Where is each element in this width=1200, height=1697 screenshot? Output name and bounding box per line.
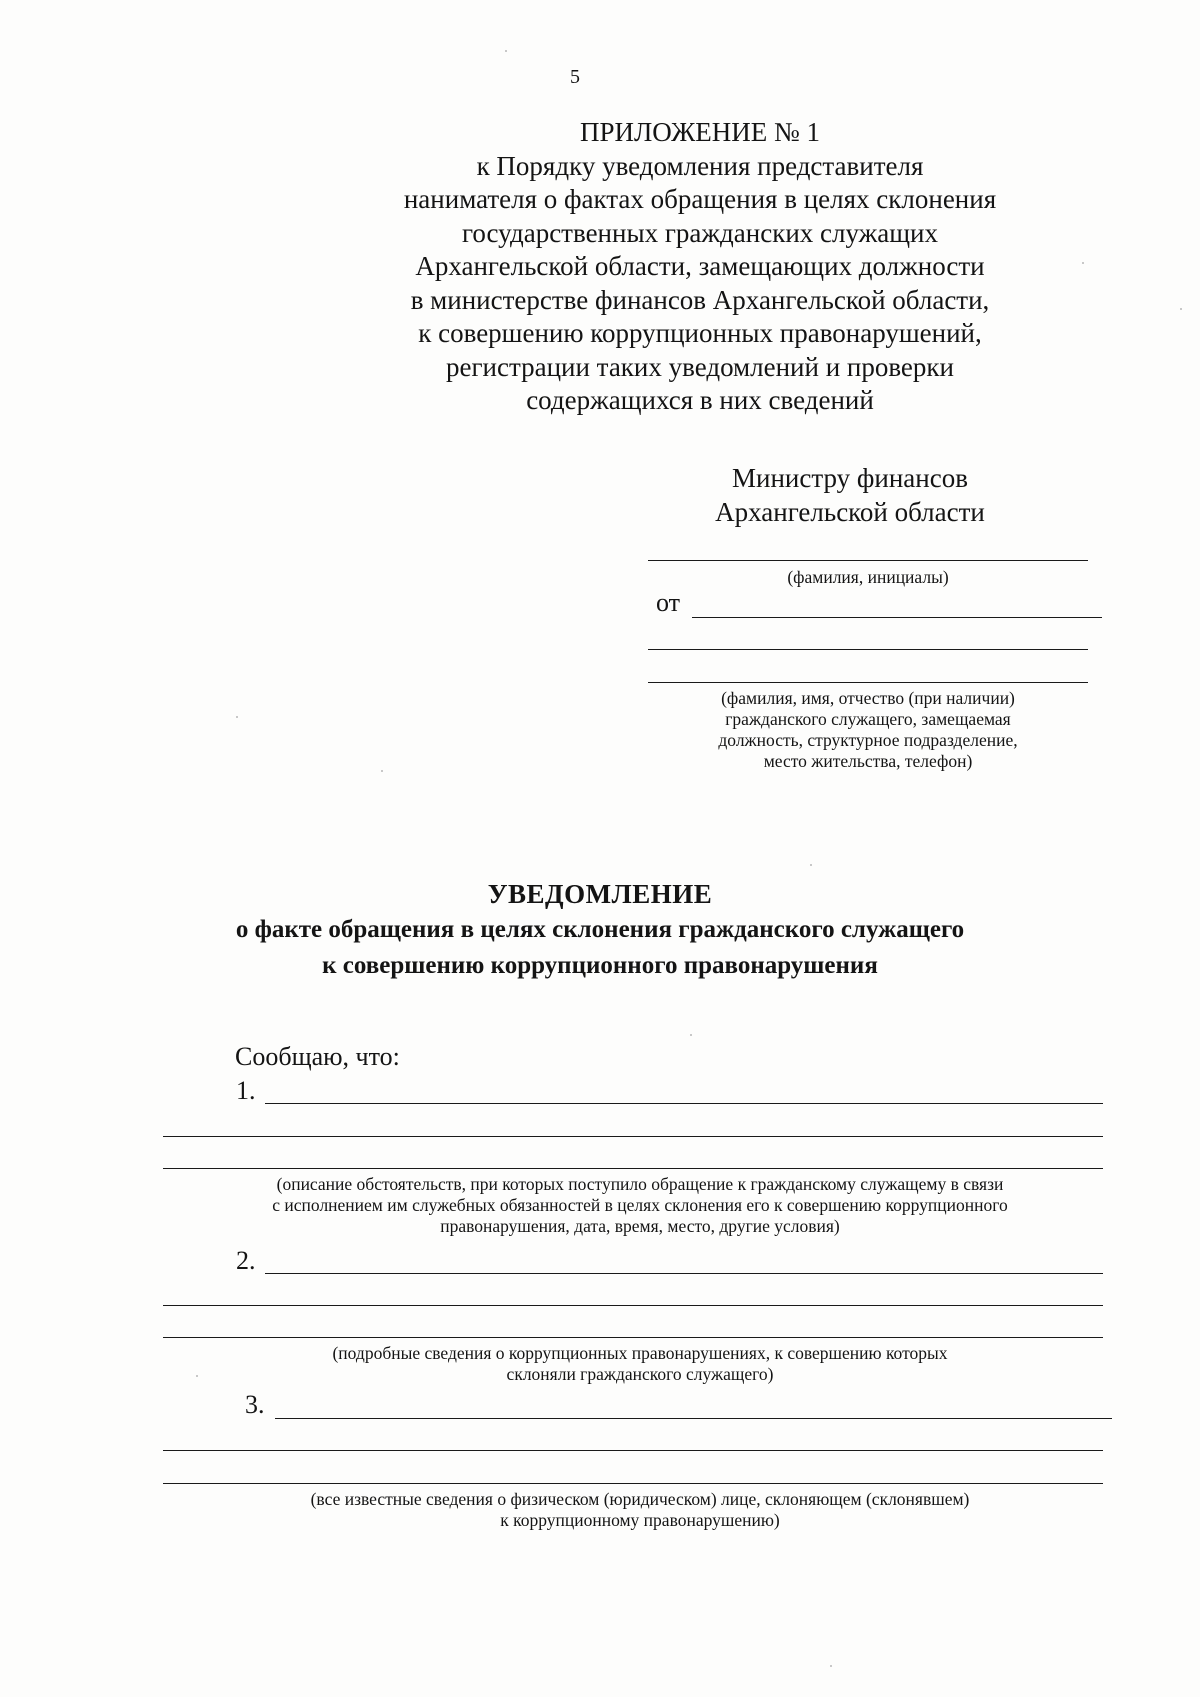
item-caption — [150, 1489, 1130, 1531]
page-number: 5 — [570, 66, 580, 88]
caption-line: (фамилия, имя, отчество (при наличии) — [721, 688, 1015, 708]
name-caption: (фамилия, инициалы) — [787, 567, 949, 587]
caption-line: (описание обстоятельств, при которых поступило обращение к гражданскому служащему в связи — [276, 1174, 1004, 1194]
item-number: 2. — [236, 1246, 256, 1275]
notice-subtitle: о факте обращения в целях склонения гражданского служащего — [235, 916, 965, 943]
scan-speck — [236, 716, 238, 718]
appendix-line: нанимателя о фактах обращения в целях склонения — [403, 184, 997, 214]
notice-subtitle: к совершению коррупционного правонарушения — [322, 952, 878, 979]
item-fill-line[interactable] — [265, 1103, 1103, 1104]
item-caption — [150, 1174, 1130, 1237]
item-fill-line[interactable] — [163, 1168, 1103, 1169]
addressee-line: Министру финансов — [732, 463, 968, 493]
caption-line: должность, структурное подразделение, — [718, 730, 1018, 750]
scan-speck — [196, 1375, 198, 1377]
item-fill-line[interactable] — [275, 1418, 1112, 1419]
caption-line: (все известные сведения о физическом (юридическом) лице, склоняющем (склонявшем) — [310, 1489, 970, 1509]
appendix-heading: ПРИЛОЖЕНИЕ № 1 — [579, 117, 821, 147]
appendix-line: регистрации таких уведомлений и проверки — [445, 351, 954, 382]
addressee-block — [660, 461, 1040, 529]
item-number: 1. — [236, 1076, 256, 1105]
caption-line: место жительства, телефон) — [763, 751, 973, 771]
item-caption — [150, 1343, 1130, 1385]
appendix-line: Архангельской области, замещающих должности — [415, 251, 985, 281]
from-label: от — [656, 588, 681, 617]
scan-speck — [381, 770, 383, 772]
sender-fill-line[interactable] — [692, 617, 1102, 618]
appendix-line: к совершению коррупционных правонарушений, — [418, 318, 982, 348]
scan-speck — [810, 864, 812, 866]
appendix-line: государственных гражданских служащих — [461, 217, 939, 248]
scan-speck — [1082, 262, 1084, 264]
item-fill-line[interactable] — [163, 1450, 1103, 1451]
addressee-line: Архангельской области — [715, 497, 985, 527]
caption-line: склоняли гражданского служащего) — [506, 1364, 774, 1384]
appendix-header — [400, 116, 1000, 418]
caption-line: правонарушения, дата, время, место, другие условия) — [440, 1216, 840, 1236]
scan-speck — [830, 1665, 832, 1667]
item-fill-line[interactable] — [163, 1136, 1103, 1137]
notice-title: УВЕДОМЛЕНИЕ — [487, 879, 713, 909]
appendix-line: к Порядку уведомления представителя — [476, 150, 924, 181]
item-fill-line[interactable] — [265, 1273, 1103, 1274]
appendix-line: содержащихся в них сведений — [526, 385, 874, 415]
item-fill-line[interactable] — [163, 1483, 1103, 1484]
scan-speck — [505, 50, 507, 52]
item-number: 3. — [245, 1390, 265, 1419]
caption-line: к коррупционному правонарушению) — [500, 1510, 780, 1530]
sender-fill-line[interactable] — [648, 649, 1088, 650]
item-fill-line[interactable] — [163, 1337, 1103, 1338]
caption-line: гражданского служащего, замещаемая — [725, 709, 1011, 729]
scan-speck — [1180, 308, 1182, 310]
name-fill-line[interactable] — [648, 560, 1088, 561]
scan-speck — [690, 1034, 692, 1036]
notice-title-block — [150, 876, 1050, 984]
appendix-line: в министерстве финансов Архангельской области, — [410, 284, 990, 315]
item-fill-line[interactable] — [163, 1305, 1103, 1306]
sender-fill-line[interactable] — [648, 682, 1088, 683]
caption-line: (подробные сведения о коррупционных правонарушениях, к совершению которых — [332, 1343, 948, 1363]
intro-text: Сообщаю, что: — [235, 1042, 400, 1071]
caption-line: с исполнением им служебных обязанностей в целях склонения его к совершению коррупционного — [272, 1195, 1008, 1215]
sender-caption — [648, 688, 1088, 772]
